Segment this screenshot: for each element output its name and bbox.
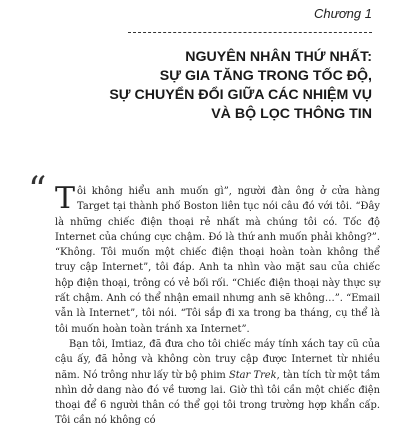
paragraph-2-text-b: , tàn tích từ một tầm nhìn dở dang nào đó về tương lai. Giờ thì tôi cần một chiếc điện thoại để 6 người thân có thể gọi tôi trong trường hợp khẩn cấp. Tôi cần nó không có [55,369,380,427]
opening-quote-mark: “ [28,170,47,211]
chapter-title-line-1: NGUYÊN NHÂN THỨ NHẤT: [185,49,372,65]
paragraph-1-text: ôi không hiểu anh muốn gì”, người đàn ông ở cửa hàng Target tại thành phố Boston liên tục nói câu đó với tôi. “Đây là những chiếc điện thoại rẻ nhất mà chúng tôi có. Tốc độ Internet của chúng cực chậm. Đó là thứ anh muốn phải không?”. “Không. Tôi muốn một chiếc điện thoại hoàn toàn không thể truy cập Internet”, tôi đáp. Anh ta nhìn vào mặt sau của chiếc hộp điện thoại, trông có vẻ bối rối. “Chiếc điện thoại này thực sự rất chậm. Anh có thể nhận email nhưng anh sẽ không…”. “Email vẫn là Internet”, tôi nói. “Tôi sắp đi xa trong ba tháng, cụ thể là tôi muốn hoàn toàn tránh xa Internet”. [55,186,380,335]
chapter-title-line-4: VÀ BỘ LỌC THÔNG TIN [211,106,372,122]
paragraph-2 [55,337,380,429]
chapter-divider [128,32,372,33]
chapter-label: Chương 1 [313,6,372,21]
chapter-title [52,48,372,124]
film-title: Star Trek [228,369,277,381]
body-text [28,170,380,429]
drop-cap: T [55,181,76,216]
chapter-title-line-2: SỰ GIA TĂNG TRONG TỐC ĐỘ, [159,68,372,84]
paragraph-1 [28,170,380,337]
paragraph-2-text-a: Bạn tôi, Imtiaz, đã đưa cho tôi chiếc máy tính xách tay cũ của cậu ấy, đã hỏng và không còn truy cập được Internet từ nhiều năm. Nó trông như lấy từ bộ phim [55,338,380,381]
chapter-title-line-3: SỰ CHUYỂN ĐỔI GIỮA CÁC NHIỆM VỤ [109,87,372,103]
